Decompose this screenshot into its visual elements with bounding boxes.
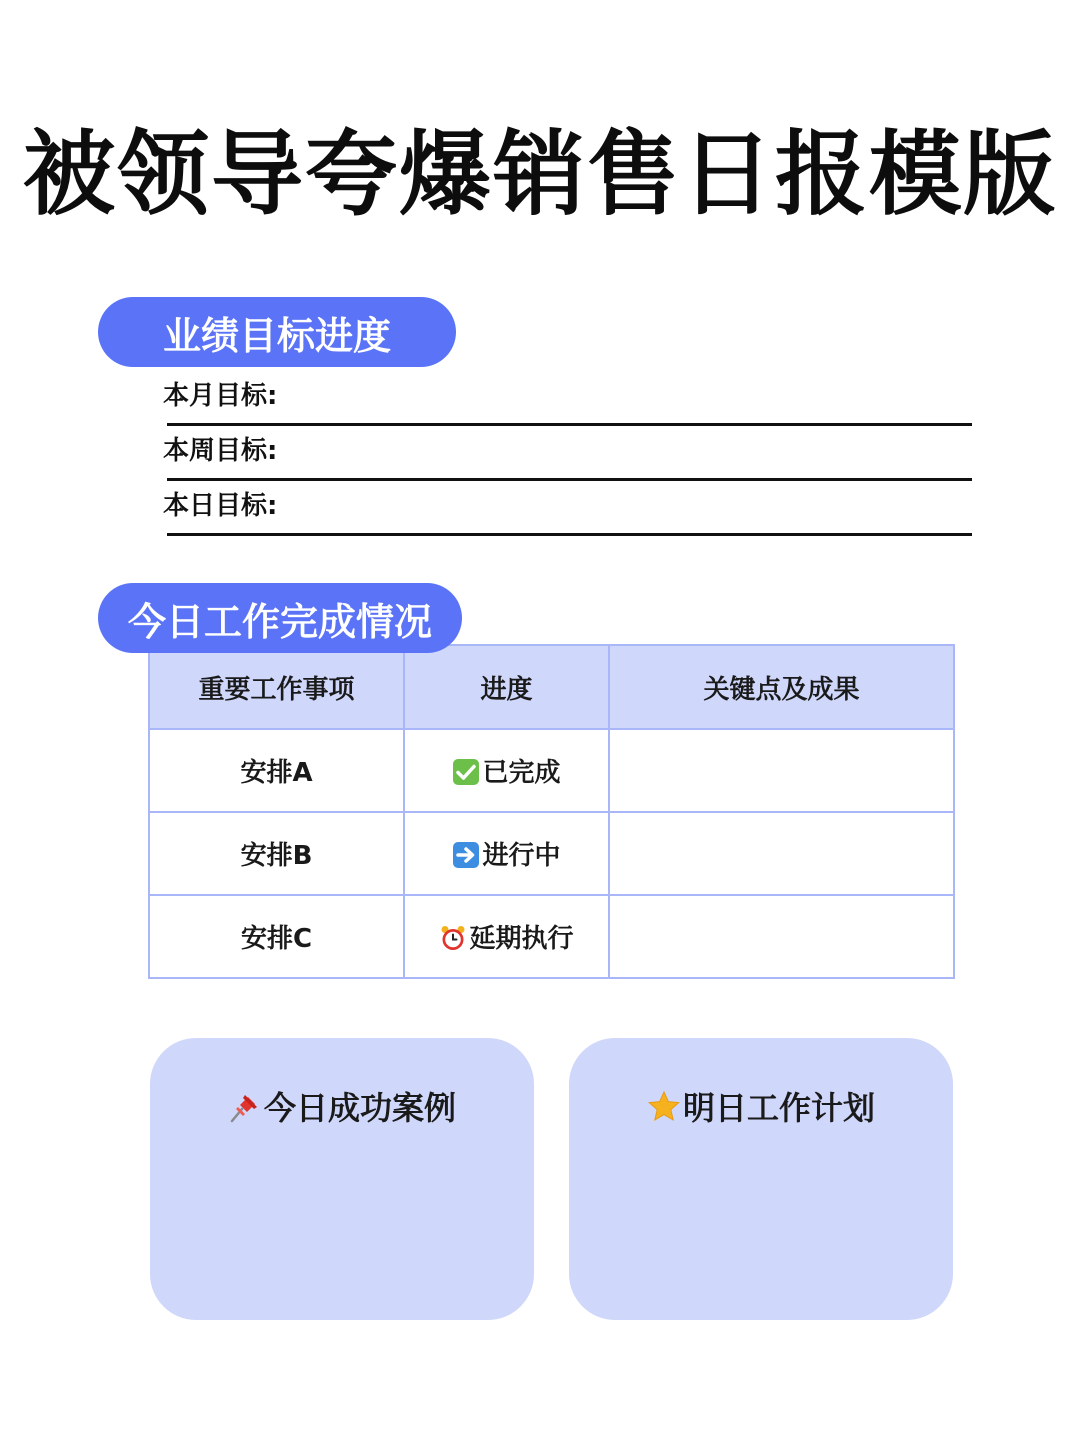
alarm-clock-icon — [439, 924, 467, 952]
cell-result[interactable] — [609, 812, 954, 895]
column-header-status: 进度 — [404, 645, 609, 729]
goal-label-month: 本月目标: — [163, 381, 278, 411]
right-arrow-icon — [452, 841, 480, 869]
status-label: 延期执行 — [469, 924, 574, 954]
cell-status[interactable] — [404, 895, 609, 978]
goals-section-heading: 业绩目标进度 — [98, 297, 456, 367]
column-header-item: 重要工作事项 — [149, 645, 404, 729]
status-label: 进行中 — [482, 841, 561, 871]
goal-input-line-month[interactable] — [167, 423, 972, 426]
check-mark-icon — [452, 758, 480, 786]
work-section-heading: 今日工作完成情况 — [98, 583, 462, 653]
cell-result[interactable] — [609, 729, 954, 812]
table-header-row — [149, 645, 954, 729]
column-header-result: 关键点及成果 — [609, 645, 954, 729]
table-row — [149, 729, 954, 812]
card-title-text: 今日成功案例 — [263, 1089, 456, 1127]
cell-result[interactable] — [609, 895, 954, 978]
goal-row-month[interactable] — [163, 378, 972, 418]
goal-label-week: 本周目标: — [163, 436, 278, 466]
cell-item[interactable]: 安排A — [149, 729, 404, 812]
star-icon — [647, 1090, 681, 1124]
pushpin-icon — [228, 1090, 262, 1124]
table-row — [149, 812, 954, 895]
goal-label-day: 本日目标: — [163, 491, 278, 521]
table-row — [149, 895, 954, 978]
goal-row-week[interactable] — [163, 433, 972, 473]
cell-item[interactable]: 安排C — [149, 895, 404, 978]
cell-item[interactable]: 安排B — [149, 812, 404, 895]
tomorrow-plan-card[interactable] — [569, 1038, 953, 1320]
goal-input-line-week[interactable] — [167, 478, 972, 481]
card-title-text: 明日工作计划 — [682, 1089, 875, 1127]
tomorrow-plan-title — [569, 1088, 953, 1128]
success-case-card[interactable] — [150, 1038, 534, 1320]
page-title: 被领导夸爆销售日报模版 — [22, 121, 1057, 228]
success-case-title — [150, 1088, 534, 1128]
goal-input-line-day[interactable] — [167, 533, 972, 536]
status-label: 已完成 — [482, 758, 561, 788]
goal-row-day[interactable] — [163, 488, 972, 528]
cell-status[interactable] — [404, 812, 609, 895]
cell-status[interactable] — [404, 729, 609, 812]
work-progress-table — [148, 644, 955, 979]
